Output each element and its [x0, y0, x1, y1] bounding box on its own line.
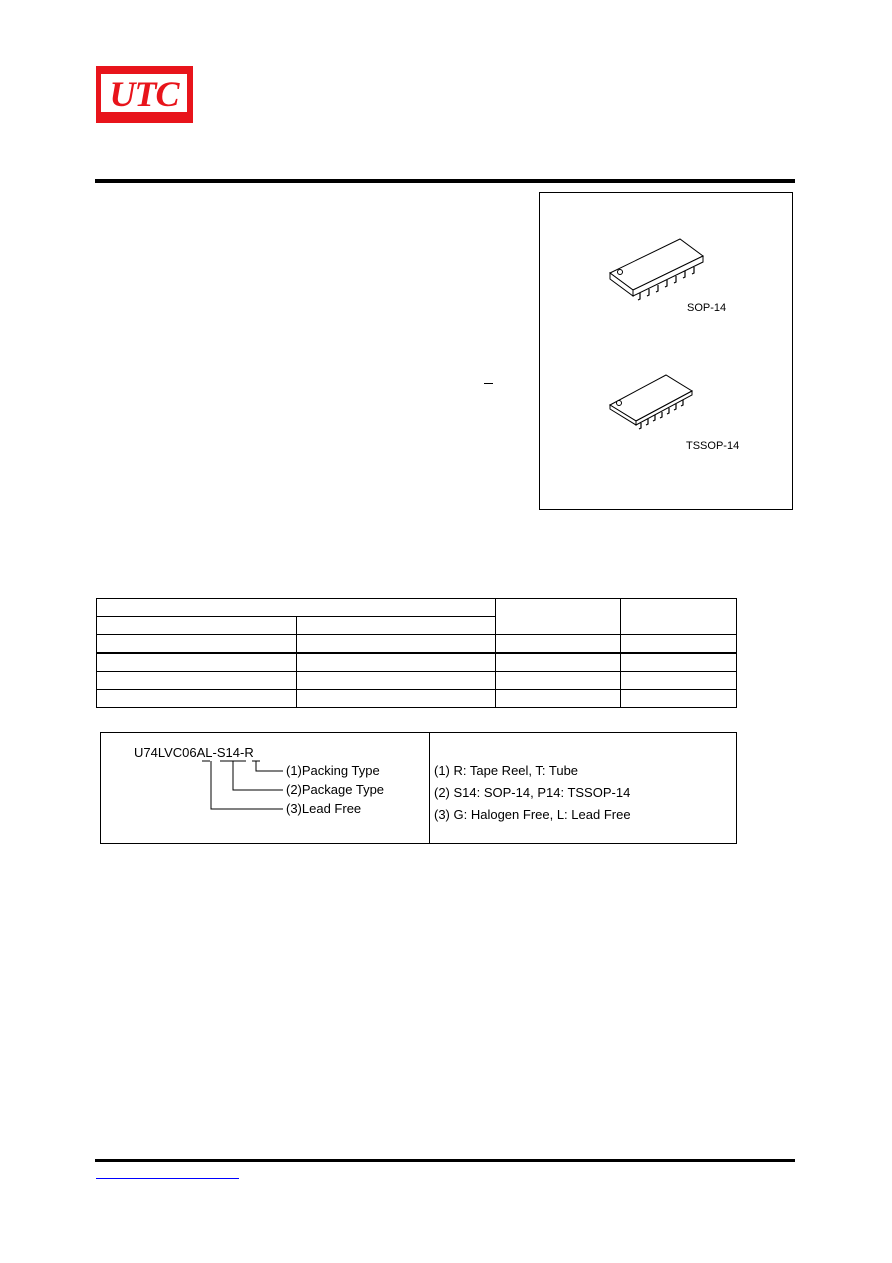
- order-divider: [429, 733, 430, 843]
- overbar-mark: [484, 383, 493, 384]
- ordering-table: [96, 598, 737, 708]
- table-row: [97, 653, 737, 672]
- callout-packing-type: (1)Packing Type: [286, 763, 380, 778]
- table-cell: [97, 617, 297, 635]
- table-cell: [621, 599, 737, 635]
- ordering-code-box: [100, 732, 737, 844]
- callout-package-type: (2)Package Type: [286, 782, 385, 797]
- legend-package: (2) S14: SOP-14, P14: TSSOP-14: [434, 785, 631, 800]
- table-cell: [621, 672, 737, 690]
- table-row: [97, 599, 737, 617]
- tssop14-label: TSSOP-14: [686, 440, 740, 452]
- part-number: U74LVC06AL-S14-R: [134, 745, 254, 760]
- table-cell: [297, 635, 496, 654]
- table-cell: [621, 690, 737, 708]
- table-cell: [621, 653, 737, 672]
- table-cell: [496, 599, 621, 635]
- table-cell: [297, 672, 496, 690]
- utc-logo: [96, 66, 193, 123]
- callout-lead-free: (3)Lead Free: [286, 801, 362, 816]
- table-cell: [297, 690, 496, 708]
- table-cell: [496, 653, 621, 672]
- sop14-label: SOP-14: [687, 302, 727, 314]
- table-cell: [97, 599, 496, 617]
- logo-text: UTC: [109, 74, 179, 114]
- header-rule: [95, 179, 795, 183]
- table-cell: [297, 617, 496, 635]
- legend-packing: (1) R: Tape Reel, T: Tube: [434, 763, 579, 778]
- table-cell: [97, 653, 297, 672]
- table-cell: [297, 653, 496, 672]
- table-row: [97, 672, 737, 690]
- table-cell: [621, 635, 737, 654]
- table-cell: [97, 635, 297, 654]
- table-cell: [97, 690, 297, 708]
- footer-website-link[interactable]: [96, 1178, 239, 1179]
- table-cell: [496, 672, 621, 690]
- sop14-chip-icon: [610, 239, 703, 300]
- table-row: [97, 635, 737, 654]
- package-illustrations: [540, 193, 792, 509]
- table-row: [97, 690, 737, 708]
- footer-rule: [95, 1159, 795, 1162]
- tssop14-chip-icon: [610, 375, 692, 429]
- legend-lead: (3) G: Halogen Free, L: Lead Free: [434, 807, 631, 822]
- logo-inner-frame: [100, 73, 188, 113]
- table-cell: [496, 635, 621, 654]
- table-cell: [496, 690, 621, 708]
- package-box: [539, 192, 793, 510]
- table-cell: [97, 672, 297, 690]
